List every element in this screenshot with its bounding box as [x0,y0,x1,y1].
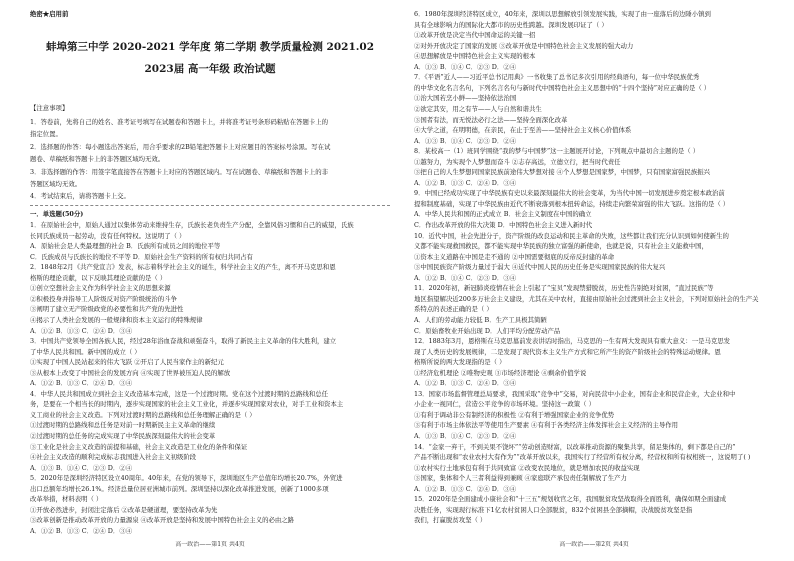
text-line: ④思想解放是中国特色社会主义实现的根本 [414,52,536,61]
text-line: ③中国民族资产阶级力量过于弱大 ④近代中国人民的历史任务是实现国家民族的伟大复兴 [414,263,666,272]
text-line: 了中华人民共和国。新中国的成立（ ） [30,347,141,356]
page-footer-left: 高一政治——第1页 共4页 [175,541,245,548]
text-line: ③把自己的人生梦想同国家民族前途伟大梦想对接 ④个人梦想是国家梦，中国梦，只有国家富强民族振兴 [414,168,710,177]
text-line: ④揭示了人类社会发展的一般规律和资本主义运行的特殊规律 [30,315,203,324]
text-line: A．①② B．①③ C．②④ D．③④ [414,178,517,187]
text-line: 8．某校高一（1）班同学围绕“我的梦与中国梦”这一主题展开讨论，下列观点中最切合主题的是（ ） [414,147,700,156]
page-footer-right: 高一政治——第2页 共4页 [559,541,629,548]
text-line: A．人们的劳动能力较低 B．生产工具极其简陋 [414,315,547,324]
text-line: C．原始畜牧业开始出现 D．人们平均分配劳动产品 [414,326,561,335]
text-line: A．原始社会是人类最理想的社会 B．氏族所有成员之间的地位平等 [30,242,221,251]
text-line: 指定位置。 [30,130,62,139]
text-line: ③国者有法，而无悦法必行之法——坚持全面深化改革 [414,115,568,124]
text-line: 具有全球影响力的国际化大都市的历史性跨越。深圳发展印证了（ ） [414,20,608,29]
text-line: A．①③ B．①④ C．②③ D．②④ [414,62,517,71]
text-line: ①资本主义道路在中国是走不通的 ②中国需要彻底的反帝反封建的革命 [414,252,615,261]
text-line: 9．中国已经成功实现了中华民族有史以来最深刻最伟大的社会变革，为当代中国一切发展进步奠定根本政治前 [414,189,725,198]
page-title: 蚌埠第三中学 2020-2021 学年度 第二学期 教学质量检测 2021.02 [45,41,375,53]
text-line: A．①③ B．①④ C．②③ D．②④ [414,432,517,440]
text-line: 4．考试结束后，请将答题卡上交。 [30,192,130,201]
text-line: 务，是要在一个相当长的时期内，逐步实现国家的社会主义工业化，并逐步实现国家对农业，对手工业和资本主 [30,400,344,409]
text-line: C．作出改革开放的伟大决策 D．中国特色社会主义进入新时代 [414,221,593,229]
text-line: 3．中国共产党领导全国各族人民，经过28年浴血奋战和顽强奋斗，取得了新民主主义革命的伟大胜利，建立 [30,337,337,346]
text-line: 1．在原始社会中，原始人通过以集体劳动来维持生存，氏族长老负责生产分配，全靠风俗习惯和自己的威望，氏族 [30,221,354,229]
text-line: ①改革开放是决定当代中国命运的关键一招 [414,31,536,40]
text-line: ②积极投身并指导工人阶级反对资产阶级统治的斗争 [30,294,177,303]
text-line: ①经济危机理论 ②唯物史观 ③市场经济理论 ④剩余价值学说 [414,368,587,377]
text-line: 4．中华人民共和国成立到社会主义改造基本完成，这是一个过渡时期。党在这个过渡时期的总路线和总任 [30,389,329,398]
text-line: ①越努力，为实现个人梦想而奋斗 ②志存高远，立德立行，把当时代责任 [414,157,621,166]
text-line: 答题区域均无效。 [30,180,82,188]
text-line: 提和制度基础，实现了中华民族由近代不断衰落到根本扭转命运，持续走向繁荣富强的伟大飞跃。这指的是（ ） [414,199,730,208]
text-line: 改革举措，材料表明（ ） [30,495,103,504]
text-line: 6．1980年深圳经济特区成立，40年来，深圳以思想解放引领发展实践，实现了由一座落后的边陲小镇到 [414,10,711,18]
text-line: ①农村实行土地承包有利于共同致富 ②改变农民地位，就是增加农民的收益实现 [414,463,640,472]
text-line: 题卷、草稿纸和答题卡上的非答题区域均无效。 [30,155,165,164]
text-line: 小企业一视同仁，营造公平竞争的市场环境。坚持这一政策（ ） [414,400,595,409]
text-line: ④社会主义改造的顺利完成标志我国进入社会主义初级阶段 [30,453,197,462]
text-line: 14．“金家一弃干，不到关果不饶坏”“劳动创造财富，以改革推动资源的聚集共享，留足集体的，剩下都是自己的” [414,442,736,451]
text-line: 的中华文化名言名句，下列名言名句与新时代中国特色社会主义思想中的“十四个坚持”对应正确的是（ ） [414,83,711,92]
text-line: 11．2020年初，新冠肺炎疫情在社会上引起了“宝贝”发现禁猎脱贫，历史性告别绝对贫困，“直过民族”等 [414,284,714,293]
text-line: 产品不断出现和“农业农村大有作为”“改革开放以来，我国实行了经营所有权分离，经营权和所有权相统一，这说明了( ) [414,453,751,462]
text-line: ③改革创新是推动改革开放的力量源泉 ④改革开放是坚持和发展中国特色社会主义的必由之路 [30,516,295,525]
text-line: 决胜任务，实现现行标准下1亿农村贫困人口全部脱贫，832个贫困县全部摘帽，决战脱贫攻坚是指 [414,505,693,514]
page-2 [414,0,774,561]
text-line: A．①② B．①④ C．②③ D．③④ [414,273,517,282]
page-1 [30,0,390,561]
notice-heading: 【注意事项】 [30,104,69,112]
text-line: 7．《平语”近人——习近平总书记用典》一书收集了总书记多次引用的经典语句，每一位中华民族优秀 [414,73,700,82]
text-line: A．①② B．①③ C．②④ D．③④ [30,526,133,535]
text-line: 2．选择题的作答：每小题选出答案后，用合乎要求的2B铅笔把答题卡上对应题目的答案标号涂黑。写在试 [30,142,331,151]
section-title: 一．单选题(50分) [30,210,84,218]
text-line: C．氏族成员与氏族长的地位不平等 D．原始社会生产资料的所有权归共同占有 [30,252,253,261]
text-line: ②对外开放决定了国家的发展 ③改革开放是中国特色社会主义发展的强大动力 [414,41,634,50]
text-line: ④大学之道，在明明德，在亲民，在止于至善——坚持社会主义核心价值体系 [414,126,632,135]
page-subtitle: 2023届 高一年级 政治试题 [144,63,276,75]
text-line: 5．2020年是深圳经济特区设立40周年。40年来，在党的领导下，深圳地区生产总值年均增长20.7%，外贸进 [30,474,343,483]
text-line: 3．非选择题的作答：用签字笔直接答在答题卡上对应的答题区域内。写在试题卷、草稿纸和答题卡上的非 [30,167,329,176]
text-line: 长同氏族成员一起劳动，没有任何特权。这说明了（ ） [30,231,186,240]
confidential-label: 绝密★启用前 [30,10,69,18]
text-line: 格斯所说的两大发现指的是（ ） [414,358,506,367]
text-line: A．①② B．①③ C．②④ D．③④ [414,379,517,388]
text-line: A．中华人民共和国的正式成立 B．社会主义制度在中国的确立 [414,210,592,219]
text-line: ②过渡时期的总任务的完成实现了中华民族深刻最伟大的社会变革 [30,432,216,440]
text-line: 现了人类历史的发展规律，二是发现了现代资本主义生产方式和它所产生的资产阶级社会的特殊运动规律。恩 [414,347,721,356]
text-line: A．①② B．①③ C．②④ D．③④ [30,379,133,388]
text-line: ①过渡时期的总路线和总任务是对前一时期新民主主义革命的继续 [30,421,216,430]
text-line: 格斯的理论贡献，以下反映其理论贡献的是（ ） [30,273,167,282]
text-line: 13．国家市场监督管理总局要求，我国采取“竞争中”交易，对向民营中小企业，国有企业和民营企业，大企业和中 [414,389,736,398]
text-line: A．①③ B．①④ C．②③ D．②④ [414,136,517,145]
text-line: ③有利于市场主体依法平等使用生产要素 ④有利于各类经济主体发挥社会主义经济的主导作用 [414,421,679,430]
text-line: 我们，打赢脱贫攻坚（ ） [414,516,487,525]
text-line: ①有利于调动非公有制经济的积极性 ②有利于增强国家企业的竞争优势 [414,410,615,419]
text-line: ①治大国若烹小鲜——坚持依法治国 [414,94,517,103]
text-line: A．①② B．①③ C．②④ D．③④ [30,326,133,335]
text-line: 15．2020年是全面建成小康社会和“十三五”规划收官之年，我国脱贫攻坚战取得全面胜利，确保如期全面建成 [414,495,727,504]
text-line: 12．1883年3月，恩格斯在马克思墓前发表讲话时指出，马克思的一生有两大发现具有重大意义：一是马克思发 [414,337,731,346]
text-line: 10．近代中国，社会先进分子，资产阶级的改良运动和民主革命的失败，这些都让我们充分认识到如何使新生的 [414,231,729,240]
divider [30,205,390,206]
text-line: A．①③ B．①④ C．②③ D．②④ [30,463,133,472]
text-line: ③阐明了建立无产阶级政党的必要性和共产党的先进性 [30,305,184,314]
text-line: 地区指望解决近200多万社会主义建设，尤其在关中农村，直接由原始社会过渡到社会主义社会，下列对原始社会的生产关 [414,294,759,303]
text-line: 系特点的表述正确的是（ ） [414,305,493,314]
text-line: 义工商业的社会主义改造。下列对过渡时期的总路线和总任务理解正确的是（ ） [30,410,256,419]
text-line: ①实现了中国人民站起来的伟大飞跃 ②开启了人民当家作主的新纪元 [30,358,224,367]
text-line: ③工业化是社会主义改造的前提和基础，社会主义改造是工业化的条件和保证 [30,442,248,451]
text-line: ①开放必然进步，封闭注定落后 ②改革是硬道理，要坚持改革为先 [30,505,218,514]
text-line: ③国家，集体和个人三者利益得到兼顾 ④家庭联产承包责任制解放了生产力 [414,474,627,483]
text-line: A．①② B．①③ C．②④ D．③④ [414,484,517,493]
text-line: 2．1848年2月《共产党宣言》发表，标志着科学社会主义的诞生，科学社会主义的产生，离不开马克思和恩 [30,263,336,272]
text-line: 1．答卷前，先将自己的姓名、准考证号填写在试题卷和答题卡上，并将准考证号条形码粘贴在答题卡上的 [30,118,329,126]
text-line: ③从根本上改变了中国社会的发展方向 ④实现了世界被压迫人民的解放 [30,368,231,377]
text-line: 出口总额年均增长26.1%。经济总量位居亚洲城市前列。深圳坚持以深化改革推进发展，创新了1000多项 [30,484,329,493]
text-line: ①创立空想社会主义作为科学社会主义的思想来源 [30,284,171,293]
text-line: 义都不能实现救国救民，都不能实现中华民族的独立富强的新使命，也就是说，只有社会主义能救中国， [414,242,708,251]
text-line: ②欲定其安，用之有节——人与自然和谐共生 [414,104,542,113]
